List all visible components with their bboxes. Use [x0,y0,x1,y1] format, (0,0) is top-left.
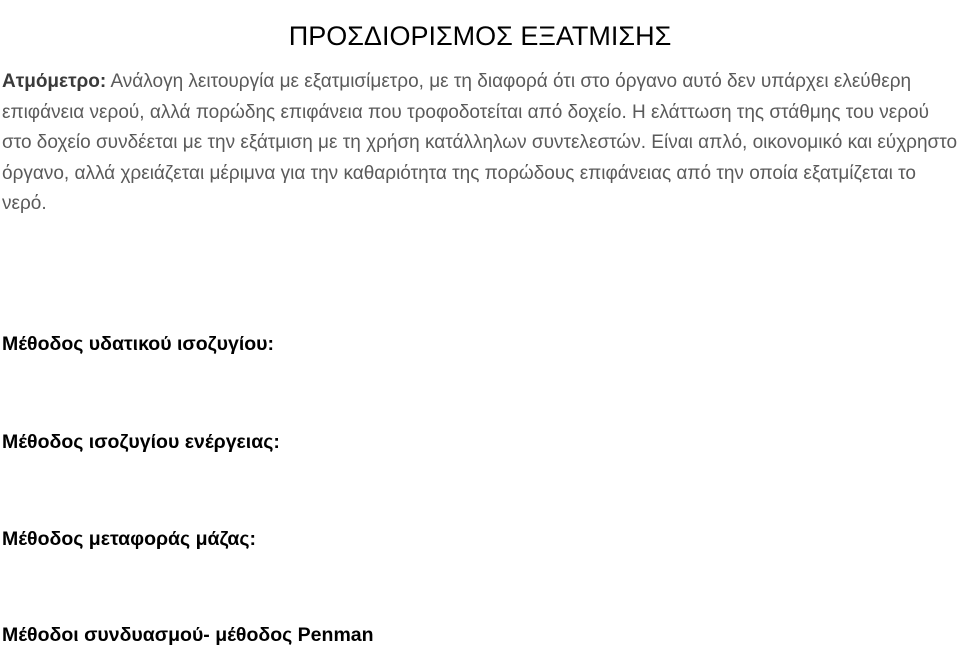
method-combination-penman-heading: Μέθοδοι συνδυασμού- μέθοδος Penman [2,624,374,646]
atmometer-description: Ανάλογη λειτουργία με εξατμισίμετρο, με τη διαφορά ότι στο όργανο αυτό δεν υπάρχει ελεύθερη επιφάνεια νερού, αλλά πορώδης επιφάνεια που τροφοδοτείται από δοχείο. Η ελάττωση της στάθμης του νερού στο δοχείο συνδέεται με την εξάτμιση με τη χρήση κατάλληλων συντελεστών. Είναι απλό, οικονομικό και εύχρηστο όργανο, αλλά χρειάζεται μέριμνα για την καθαριότητα της πορώδους επιφάνειας από την οποία εξατμίζεται το νερό. [2,71,958,215]
atmometer-paragraph [2,67,960,220]
method-energy-balance-heading: Μέθοδος ισοζυγίου ενέργειας: [2,431,280,453]
method-water-balance-heading: Μέθοδος υδατικού ισοζυγίου: [2,333,274,355]
atmometer-term: Ατμόμετρο: [2,71,107,92]
page-title: ΠΡΟΣΔΙΟΡΙΣΜΟΣ ΕΞΑΤΜΙΣΗΣ [288,21,672,52]
method-mass-transfer-heading: Μέθοδος μεταφοράς μάζας: [2,528,257,550]
